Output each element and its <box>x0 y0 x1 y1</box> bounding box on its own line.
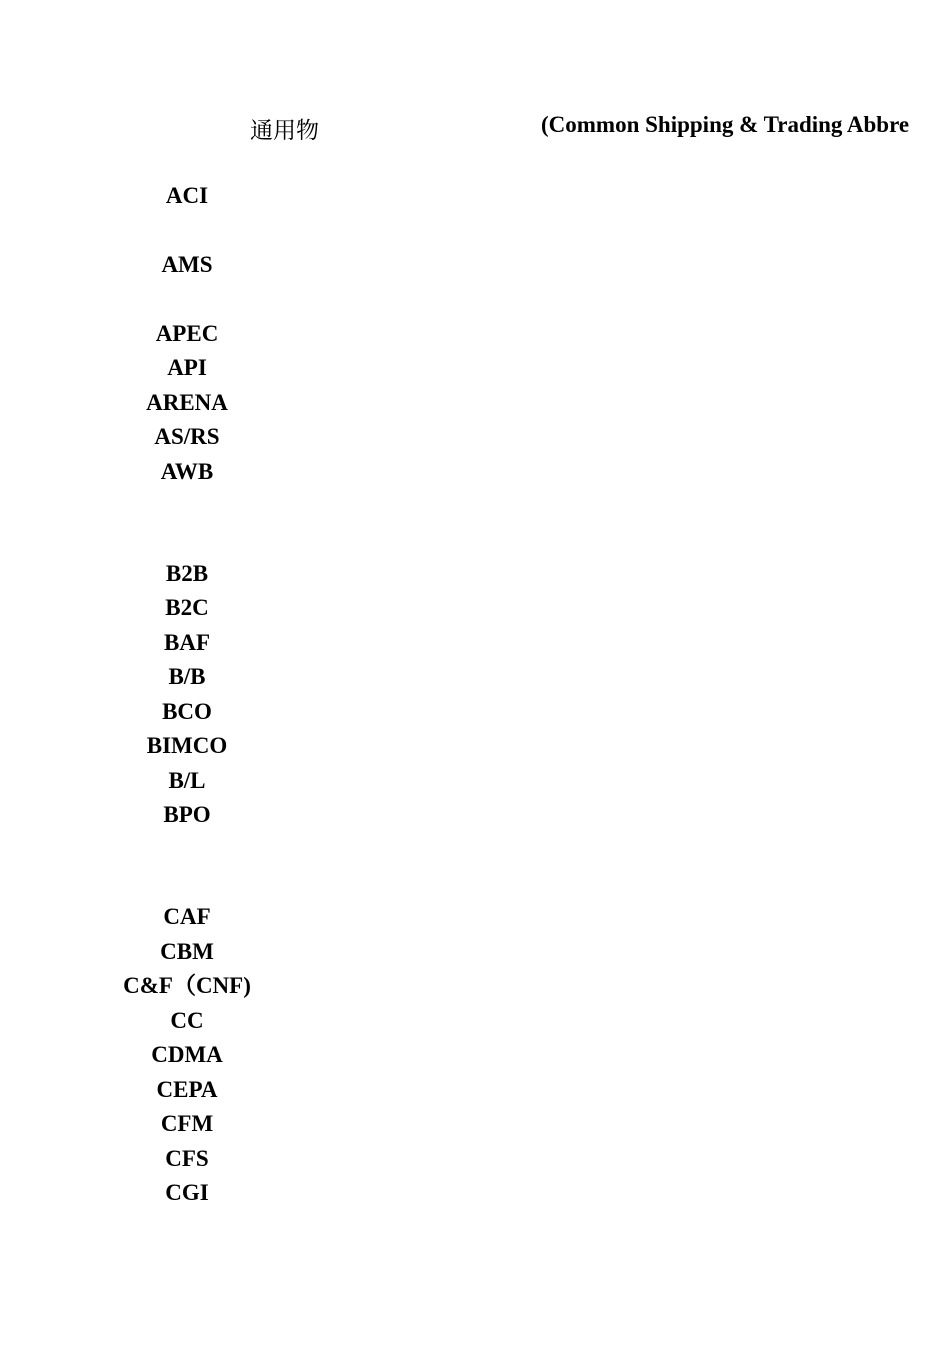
abbreviation-item: B2C <box>165 595 209 620</box>
abbreviation-item: CFM <box>160 1111 214 1136</box>
abbreviation-item: CFS <box>165 1146 209 1171</box>
abbreviation-item: AS/RS <box>154 424 220 449</box>
abbreviation-item: BCO <box>162 699 212 724</box>
abbreviation-item: AMS <box>161 252 213 277</box>
abbreviation-item: B/L <box>168 768 206 793</box>
page-title-english: (Common Shipping & Trading Abbre <box>541 112 910 137</box>
abbreviation-item: CEPA <box>156 1077 218 1102</box>
abbreviation-item: BAF <box>164 630 210 655</box>
abbreviation-item: CAF <box>163 904 211 929</box>
abbreviation-item: ARENA <box>146 390 228 415</box>
abbreviation-item: C&F（CNF) <box>123 973 251 998</box>
abbreviation-item: CC <box>170 1008 204 1033</box>
abbreviation-item: AWB <box>160 459 214 484</box>
abbreviation-item: CDMA <box>151 1042 223 1067</box>
abbreviation-item: CBM <box>160 939 214 964</box>
page-title-chinese: 通用物 <box>250 118 319 144</box>
abbreviation-item: B/B <box>168 664 206 689</box>
abbreviation-item: APEC <box>155 321 219 346</box>
abbreviation-item: B2B <box>165 561 209 586</box>
abbreviation-item: BPO <box>163 802 211 827</box>
abbreviation-item: API <box>167 355 207 380</box>
abbreviation-item: CGI <box>165 1180 209 1205</box>
abbreviation-item: ACI <box>165 183 209 208</box>
abbreviation-item: BIMCO <box>146 733 228 758</box>
